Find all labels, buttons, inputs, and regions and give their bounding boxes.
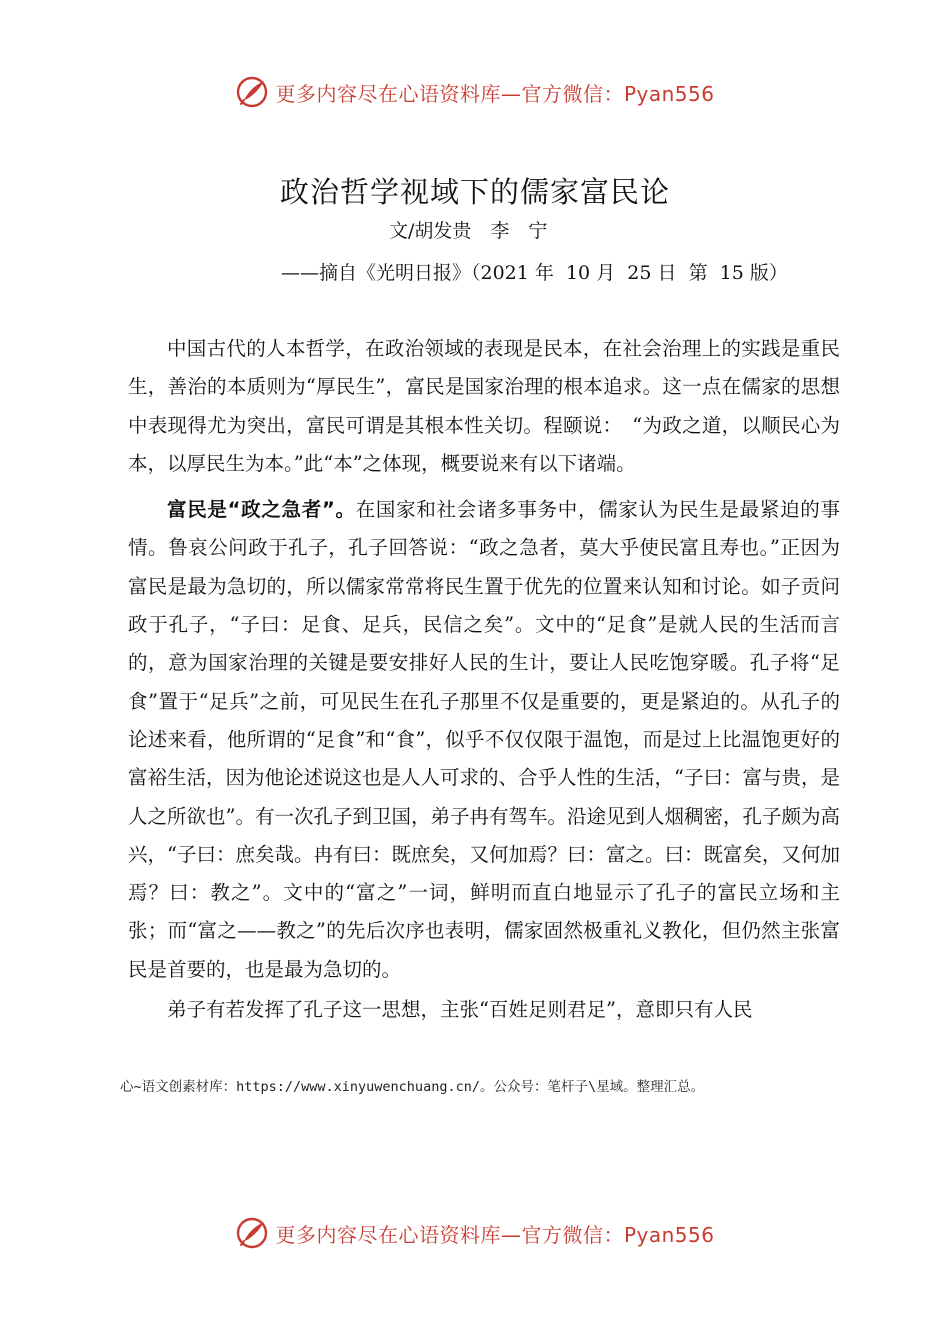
- paragraph-2-text: 在国家和社会诸多事务中，儒家认为民生是最紧迫的事情。鲁哀公问政于孔子，孔子回答说：“政之急者，莫大乎使民富且寿也。”正因为富民是最为急切的，所以儒家常常将民生置于优先的位置来认知和讨论。如子贡问政于孔子，“子曰：足食、足兵，民信之矣”。文中的“足食”是就人民的生活而言的，意为国家治理的关键是要安排好人民的生计，要让人民吃饱穿暖。孔子将“足食”置于“足兵”之前，可见民生在孔子那里不仅是重要的，更是紧迫的。从孔子的论述来看，他所谓的“足食”和“食”，似乎不仅仅限于温饱，而是过上比温饱更好的富裕生活，因为他论述说这也是人人可求的、合乎人性的生活，“子曰：富与贵，是人之所欲也”。有一次孔子到卫国，弟子冉有驾车。沿途见到人烟稠密，孔子颇为高兴，“子曰：庶矣哉。冉有曰：既庶矣，又何加焉？曰：富之。曰：既富矣，又何加焉？曰：教之”。文中的“富之”一词，鲜明而直白地显示了孔子的富民立场和主张；而“富之——教之”的先后次序也表明，儒家固然极重礼义教化，但仍然主张富民是首要的，也是最为急切的。: [128, 498, 840, 981]
- footer-banner: [0, 1213, 950, 1253]
- article-source: ——摘自《光明日报》（2021 年 10 月 25 日 第 15 版）: [281, 262, 788, 284]
- paragraph-2-heading: 富民是“政之急者”。: [167, 498, 356, 522]
- quill-logo-icon: [235, 75, 269, 109]
- quill-logo-icon: [235, 1216, 269, 1250]
- header-banner-text: 更多内容尽在心语资料库—官方微信：Pyan556: [275, 81, 715, 106]
- header-banner: [0, 72, 950, 112]
- article-body: [128, 330, 840, 1029]
- source-footnote: 心~语文创素材库：https://www.xinyuwenchuang.cn/。公众号：笔杆子\星域。整理汇总。: [120, 1079, 705, 1095]
- article-authors: 文/胡发贵 李 宁: [389, 220, 548, 242]
- paragraph-1-text: 中国古代的人本哲学，在政治领域的表现是民本，在社会治理上的实践是重民生，善治的本质则为“厚民生”，富民是国家治理的根本追求。这一点在儒家的思想中表现得尤为突出，富民可谓是其根本性关切。程颐说： “为政之道，以顺民心为本，以厚民生为本。”此“本”之体现，概要说来有以下诸端。: [128, 337, 840, 475]
- paragraph-2: [128, 491, 840, 989]
- paragraph-3-text: 弟子有若发挥了孔子这一思想，主张“百姓足则君足”，意即只有人民: [167, 998, 753, 1022]
- paragraph-3: [128, 991, 840, 1029]
- footer-banner-text: 更多内容尽在心语资料库—官方微信：Pyan556: [275, 1222, 715, 1247]
- paragraph-1: [128, 330, 840, 483]
- article-title: 政治哲学视域下的儒家富民论: [279, 175, 670, 209]
